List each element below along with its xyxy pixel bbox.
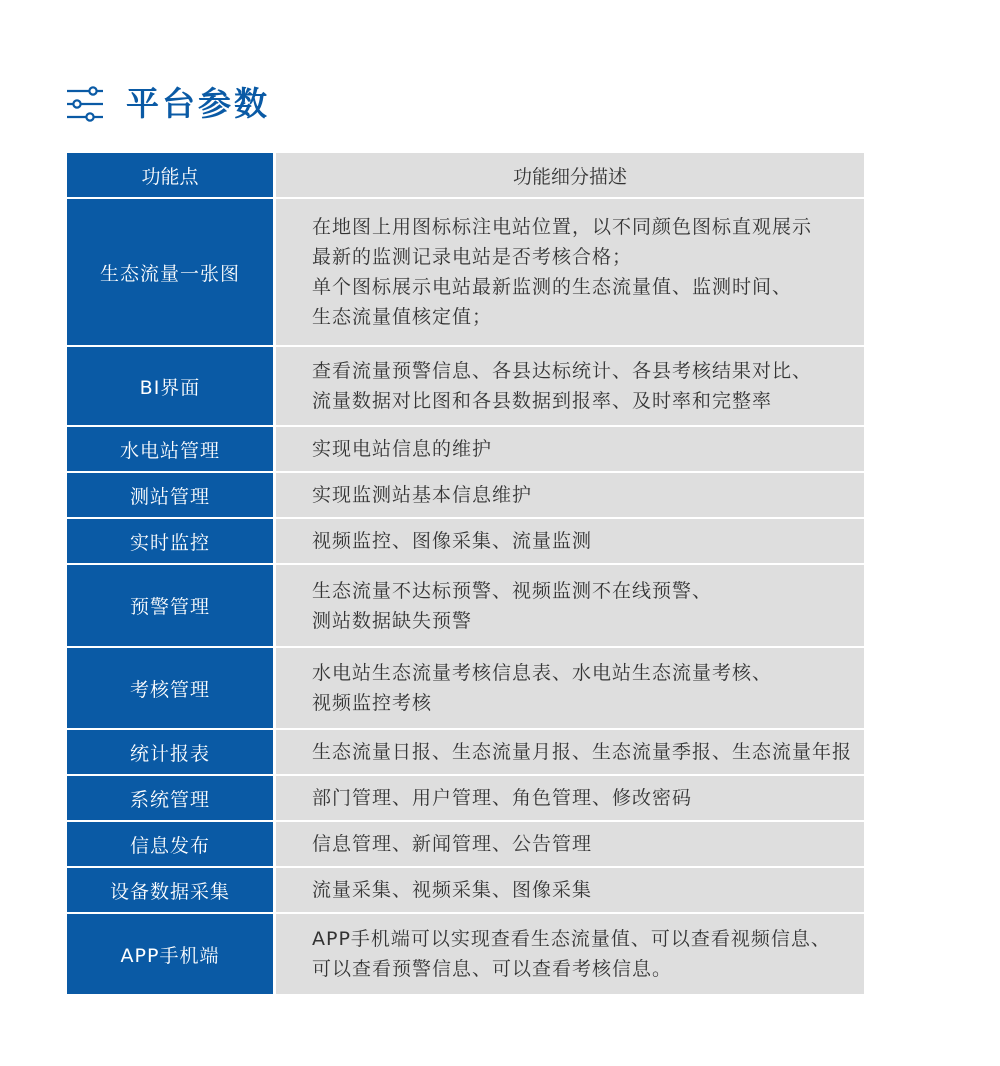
feature-cell: BI界面 bbox=[67, 347, 276, 427]
table-row bbox=[67, 427, 864, 473]
description-line: 可以查看预警信息、可以查看考核信息。 bbox=[312, 958, 673, 980]
description-line: 实现监测站基本信息维护 bbox=[312, 484, 533, 506]
description-line: 单个图标展示电站最新监测的生态流量值、监测时间、 bbox=[312, 276, 793, 298]
description-line: 视频监控、图像采集、流量监测 bbox=[312, 530, 593, 552]
feature-cell: 统计报表 bbox=[67, 730, 276, 776]
table-row bbox=[67, 199, 864, 347]
feature-cell: 生态流量一张图 bbox=[67, 199, 276, 347]
description-cell bbox=[276, 822, 864, 868]
table-header-row bbox=[67, 153, 864, 199]
description-cell bbox=[276, 427, 864, 473]
description-line: 部门管理、用户管理、角色管理、修改密码 bbox=[312, 787, 693, 809]
feature-cell: 预警管理 bbox=[67, 565, 276, 648]
table-row bbox=[67, 868, 864, 914]
description-line: 流量采集、视频采集、图像采集 bbox=[312, 879, 593, 901]
table-row bbox=[67, 648, 864, 730]
description-line: 生态流量日报、生态流量月报、生态流量季报、生态流量年报 bbox=[312, 741, 853, 763]
parameter-table bbox=[67, 153, 864, 996]
description-cell bbox=[276, 565, 864, 648]
description-line: 流量数据对比图和各县数据到报率、及时率和完整率 bbox=[312, 390, 773, 412]
feature-cell: 信息发布 bbox=[67, 822, 276, 868]
description-line: 最新的监测记录电站是否考核合格； bbox=[312, 246, 633, 268]
description-line: 测站数据缺失预警 bbox=[312, 609, 473, 632]
table-row bbox=[67, 565, 864, 648]
description-cell bbox=[276, 730, 864, 776]
description-cell bbox=[276, 914, 864, 996]
description-line: 视频监控考核 bbox=[312, 692, 433, 714]
description-cell bbox=[276, 347, 864, 427]
sliders-icon bbox=[66, 85, 104, 123]
table-row bbox=[67, 519, 864, 565]
description-line: 生态流量不达标预警、视频监测不在线预警、 bbox=[312, 579, 713, 602]
description-cell bbox=[276, 648, 864, 730]
table-body bbox=[67, 199, 864, 996]
feature-cell: 系统管理 bbox=[67, 776, 276, 822]
table-row bbox=[67, 776, 864, 822]
description-cell bbox=[276, 199, 864, 347]
description-line: 信息管理、新闻管理、公告管理 bbox=[312, 833, 593, 855]
table-row bbox=[67, 822, 864, 868]
description-line: 生态流量值核定值； bbox=[312, 306, 493, 328]
description-line: 查看流量预警信息、各县达标统计、各县考核结果对比、 bbox=[312, 360, 813, 382]
page-title: 平台参数 bbox=[126, 84, 270, 123]
table-row bbox=[67, 730, 864, 776]
description-cell bbox=[276, 473, 864, 519]
description-line: APP手机端可以实现查看生态流量值、可以查看视频信息、 bbox=[312, 928, 831, 950]
feature-cell: 测站管理 bbox=[67, 473, 276, 519]
description-line: 实现电站信息的维护 bbox=[312, 438, 493, 460]
column-header-description: 功能细分描述 bbox=[276, 153, 864, 199]
feature-cell: 考核管理 bbox=[67, 648, 276, 730]
description-line: 水电站生态流量考核信息表、水电站生态流量考核、 bbox=[312, 662, 773, 684]
description-cell bbox=[276, 519, 864, 565]
description-cell bbox=[276, 776, 864, 822]
page-header bbox=[66, 82, 270, 126]
feature-cell: 实时监控 bbox=[67, 519, 276, 565]
feature-cell: APP手机端 bbox=[67, 914, 276, 996]
feature-cell: 水电站管理 bbox=[67, 427, 276, 473]
table-row bbox=[67, 914, 864, 996]
description-line: 在地图上用图标标注电站位置，以不同颜色图标直观展示 bbox=[312, 216, 813, 238]
table-row bbox=[67, 347, 864, 427]
feature-cell: 设备数据采集 bbox=[67, 868, 276, 914]
column-header-feature: 功能点 bbox=[67, 153, 276, 199]
table-row bbox=[67, 473, 864, 519]
description-cell bbox=[276, 868, 864, 914]
